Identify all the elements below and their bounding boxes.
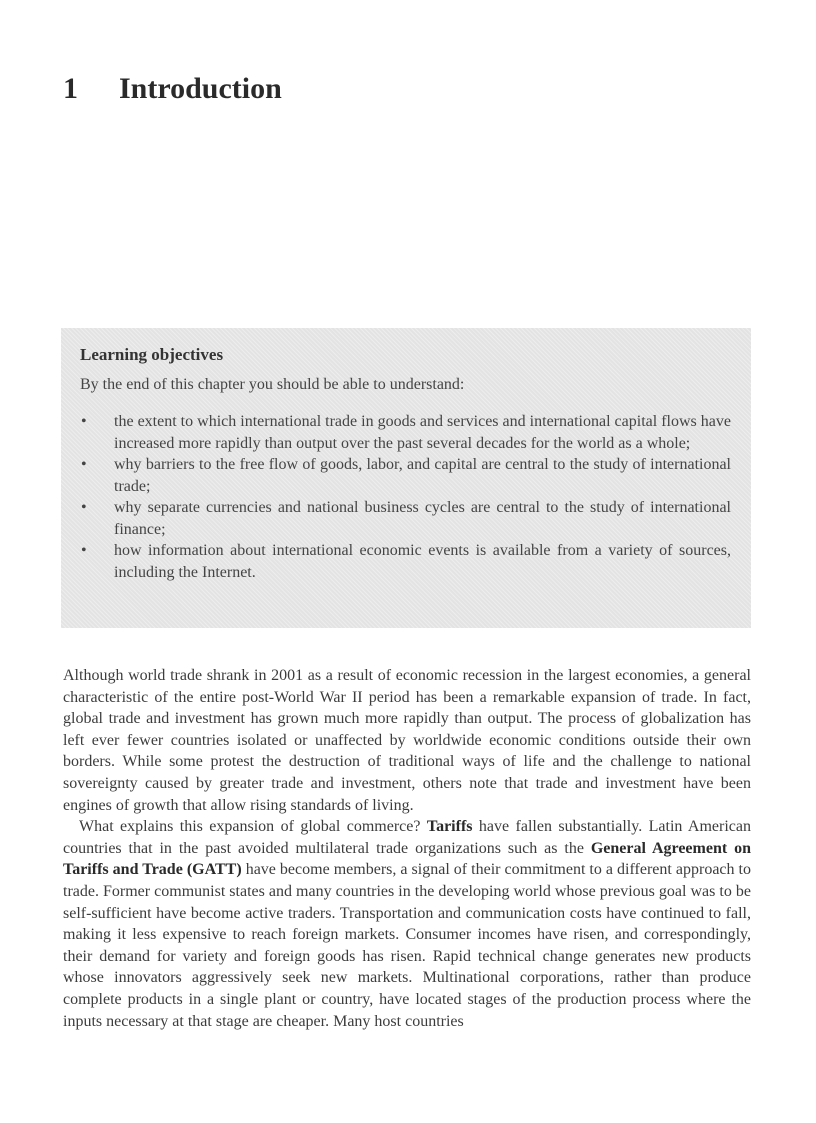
- term-tariffs: Tariffs: [426, 818, 473, 836]
- objective-item: • the extent to which international trade in goods and services and international capital flows have increased more rapidly than output over the past several decades for the world as a whole;: [81, 413, 731, 452]
- objective-item: • how information about international economic events is available from a variety of sources, including the Internet.: [81, 542, 731, 581]
- bullet-icon: •: [81, 456, 87, 473]
- objectives-intro: By the end of this chapter you should be able to understand:: [80, 376, 465, 393]
- bullet-icon: •: [81, 542, 87, 559]
- learning-objectives-box: [61, 328, 751, 628]
- objective-item: • why barriers to the free flow of goods, labor, and capital are central to the study of international trade;: [81, 456, 731, 495]
- term-gatt: General Agreement on Tariffs and Trade (GATT): [63, 839, 752, 879]
- objectives-list: [80, 411, 731, 583]
- paragraph-1: Although world trade shrank in 2001 as a result of economic recession in the largest economies, a general characteristic of the entire post-World War II period has been a remarkable expansion of trade. In fact, global trade and investment has grown much more rapidly than output. The process of globalization has left ever fewer countries isolated or unaffected by worldwide economic conditions outside their own borders. While some protest the destruction of traditional ways of life and the challenge to national sovereignty caused by greater trade and investment, others note that trade and investment have been engines of growth that allow rising standards of living.: [63, 667, 751, 814]
- objective-item: • why separate currencies and national business cycles are central to the study of international finance;: [81, 499, 731, 538]
- paragraph-2: What explains this expansion of global commerce? Tariffs have fallen substantially. Latin American countries that in the past avoided multilateral trade organizations such as the General Agreement on Tariffs and Trade (GATT) have become members, a signal of their commitment to a different approach to trade. Former communist states and many countries in the developing world whose previous goal was to be self-sufficient have become active traders. Transportation and communication costs have continued to fall, making it less expensive to reach foreign markets. Consumer incomes have risen, and correspondingly, their demand for variety and foreign goods has risen. Rapid technical change generates new products whose innovators aggressively seek new markets. Multinational corporations, rather than produce complete products in a single plant or country, have located stages of the production process where the inputs necessary at that stage are cheaper. Many host countries: [63, 818, 752, 1030]
- bullet-icon: •: [81, 413, 87, 430]
- objectives-title: Learning objectives: [80, 345, 224, 364]
- chapter-title: Introduction: [119, 72, 282, 105]
- bullet-icon: •: [81, 499, 87, 516]
- chapter-heading: [63, 72, 282, 106]
- chapter-number: 1: [63, 72, 78, 105]
- body-text: [63, 665, 751, 1032]
